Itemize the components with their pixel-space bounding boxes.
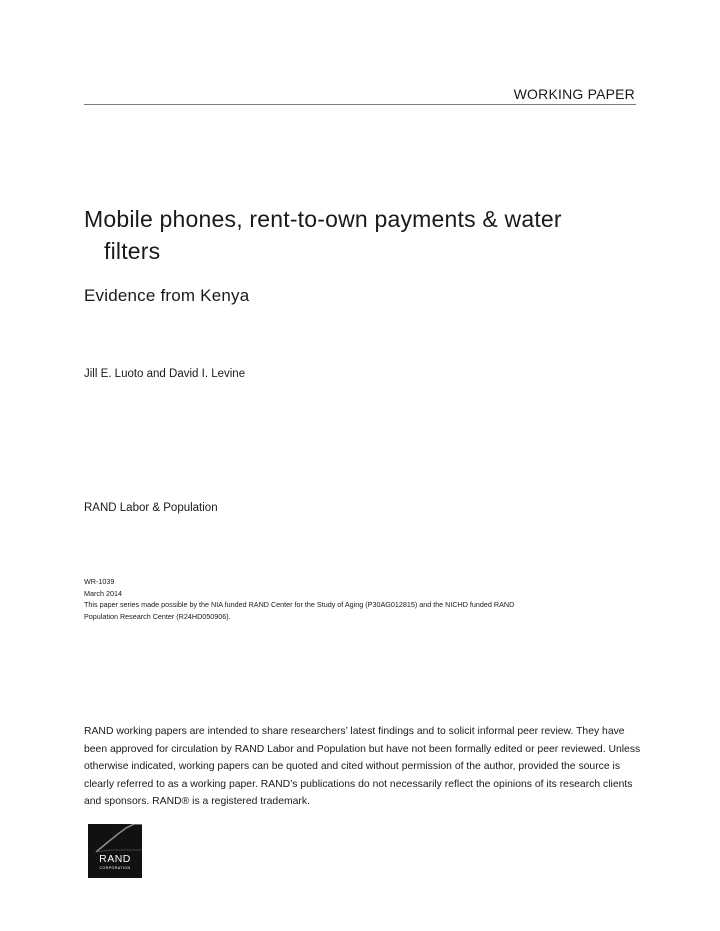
header-divider bbox=[84, 104, 636, 105]
funding-note-line2: Population Research Center (R24HD050906). bbox=[84, 611, 231, 621]
publication-date: March 2014 bbox=[84, 588, 122, 598]
paper-subtitle: Evidence from Kenya bbox=[84, 286, 250, 305]
authors: Jill E. Luoto and David I. Levine bbox=[84, 368, 246, 380]
paper-title bbox=[84, 203, 644, 267]
paper-title-line2: filters bbox=[104, 238, 161, 264]
rand-corporation-text: CORPORATION bbox=[99, 866, 131, 870]
rand-wordmark: RAND bbox=[99, 853, 131, 865]
funding-note-line1: This paper series made possible by the NIA funded RAND Center for the Study of Aging (P30AG012815) and the NICHD funded RAND bbox=[84, 600, 515, 609]
rand-logo-icon bbox=[88, 824, 142, 878]
report-id: WR-1039 bbox=[84, 577, 115, 586]
research-unit: RAND Labor & Population bbox=[84, 502, 218, 514]
disclaimer-text: RAND working papers are intended to share researchers’ latest findings and to solicit informal peer review. They have been approved for circulation by RAND Labor and Population but have not been formally edited or peer reviewed. Unless otherwise indicated, working papers can be quoted and cited without permission of the author, provided the source is clearly referred to as a working paper. RAND’s publications do not necessarily reflect the opinions of its research clients and sponsors. RAND® is a registered trademark. bbox=[84, 726, 641, 807]
paper-title-line1: Mobile phones, rent-to-own payments & water bbox=[84, 206, 562, 232]
publication-metadata bbox=[84, 576, 644, 622]
working-paper-label: WORKING PAPER bbox=[513, 86, 635, 102]
